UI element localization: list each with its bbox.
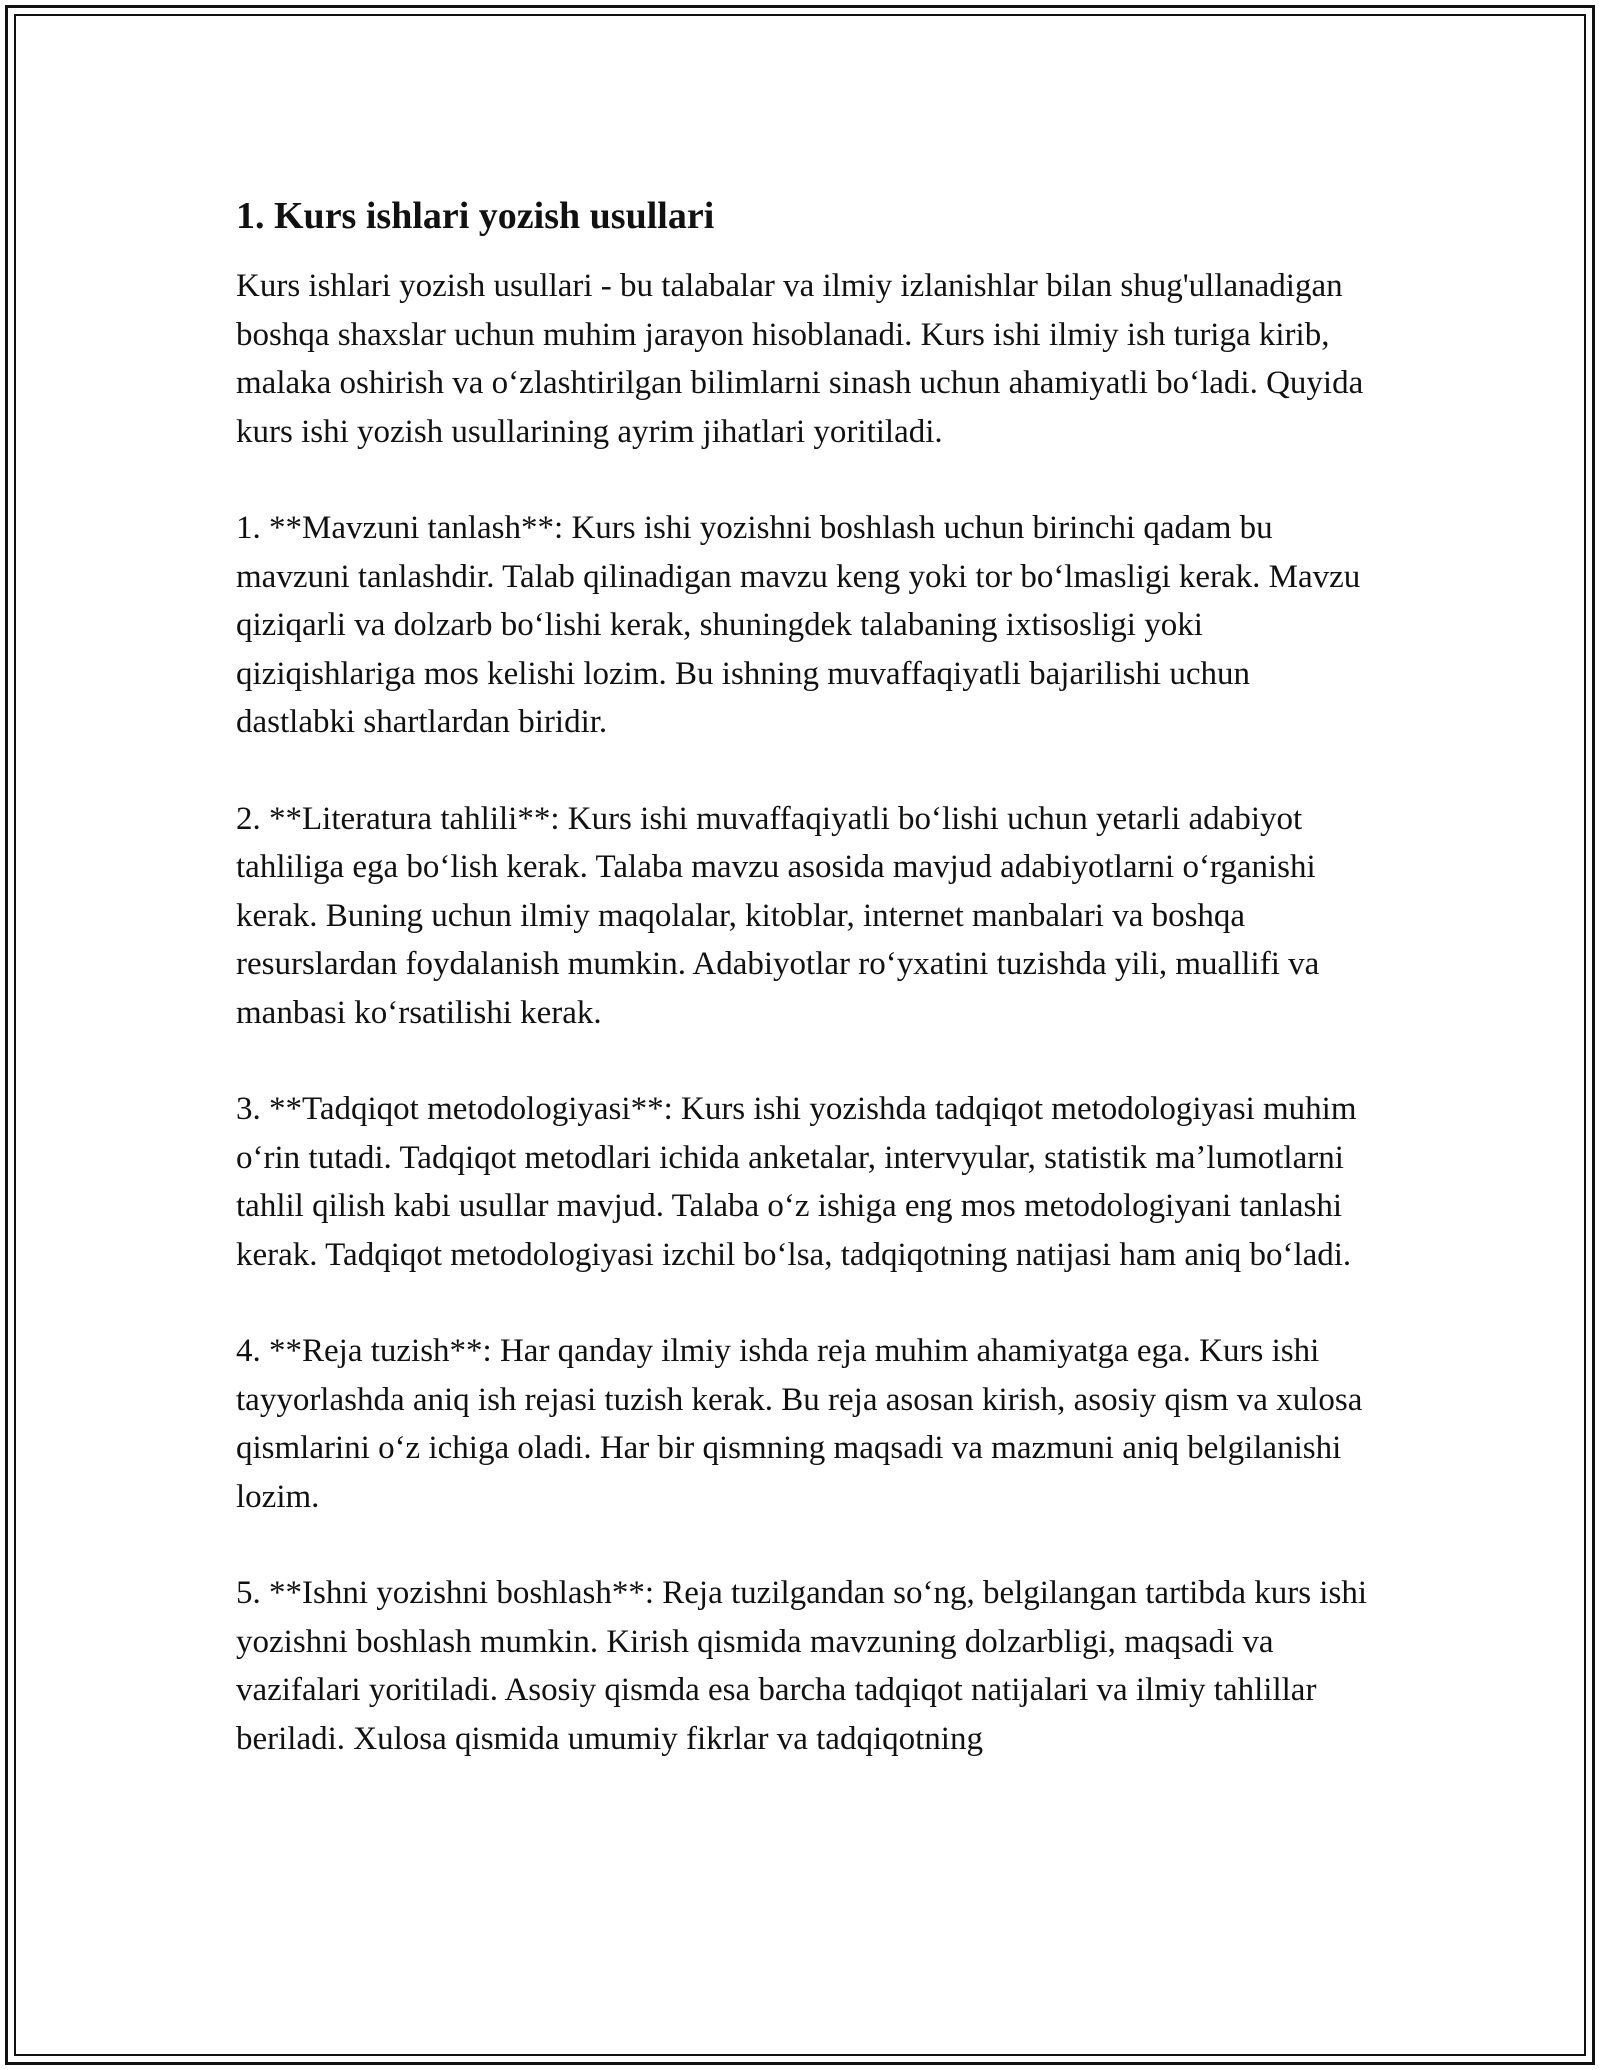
- item-start-writing: 5. **Ishni yozishni boshlash**: Reja tuzilgandan soʻng, belgilangan tartibda kurs ishi yozishni boshlash mumkin. Kirish qismida mavzuning dolzarbligi, maqsadi va vazifalari yoritiladi. Asosiy qismda esa barcha tadqiqot natijalari va ilmiy tahlillar beriladi. Xulosa qismida umumiy fikrlar va tadqiqotning: [236, 1575, 1367, 1757]
- item-topic-selection: 1. **Mavzuni tanlash**: Kurs ishi yozishni boshlash uchun birinchi qadam bu mavzuni tanlashdir. Talab qilinadigan mavzu keng yoki tor boʻlmasligi kerak. Mavzu qiziqarli va dolzarb boʻlishi kerak, shuningdek talabaning ixtisosligi yoki qiziqishlariga mos kelishi lozim. Bu ishning muvaffaqiyatli bajarilishi uchun dastlabki shartlardan biridir.: [236, 510, 1361, 740]
- section-heading: 1. Kurs ishlari yozish usullari: [236, 195, 715, 237]
- item-literature-review: 2. **Literatura tahlili**: Kurs ishi muvaffaqiyatli boʻlishi uchun yetarli adabiyot tahliliga ega boʻlish kerak. Talaba mavzu asosida mavjud adabiyotlarni oʻrganishi kerak. Buning uchun ilmiy maqolalar, kitoblar, internet manbalari va boshqa resurslardan foydalanish mumkin. Adabiyotlar roʻyxatini tuzishda yili, muallifi va manbasi koʻrsatilishi kerak.: [236, 800, 1320, 1031]
- document-body: [236, 190, 1376, 1811]
- item-planning: 4. **Reja tuzish**: Har qanday ilmiy ishda reja muhim ahamiyatga ega. Kurs ishi tayyorlashda aniq ish rejasi tuzish kerak. Bu reja asosan kirish, asosiy qism va xulosa qismlarini oʻz ichiga oladi. Har bir qismning maqsadi va mazmuni aniq belgilanishi lozim.: [236, 1333, 1363, 1515]
- intro-paragraph: Kurs ishlari yozish usullari - bu talabalar va ilmiy izlanishlar bilan shug'ullanadigan boshqa shaxslar uchun muhim jarayon hisoblanadi. Kurs ishi ilmiy ish turiga kirib, malaka oshirish va oʻzlashtirilgan bilimlarni sinash uchun ahamiyatli boʻladi. Quyida kurs ishi yozish usullarining ayrim jihatlari yoritiladi.: [236, 268, 1364, 450]
- item-research-methodology: 3. **Tadqiqot metodologiyasi**: Kurs ishi yozishda tadqiqot metodologiyasi muhim oʻrin tutadi. Tadqiqot metodlari ichida anketalar, intervyular, statistik maʼlumotlarni tahlil qilish kabi usullar mavjud. Talaba oʻz ishiga eng mos metodologiyani tanlashi kerak. Tadqiqot metodologiyasi izchil boʻlsa, tadqiqotning natijasi ham aniq boʻladi.: [236, 1091, 1357, 1273]
